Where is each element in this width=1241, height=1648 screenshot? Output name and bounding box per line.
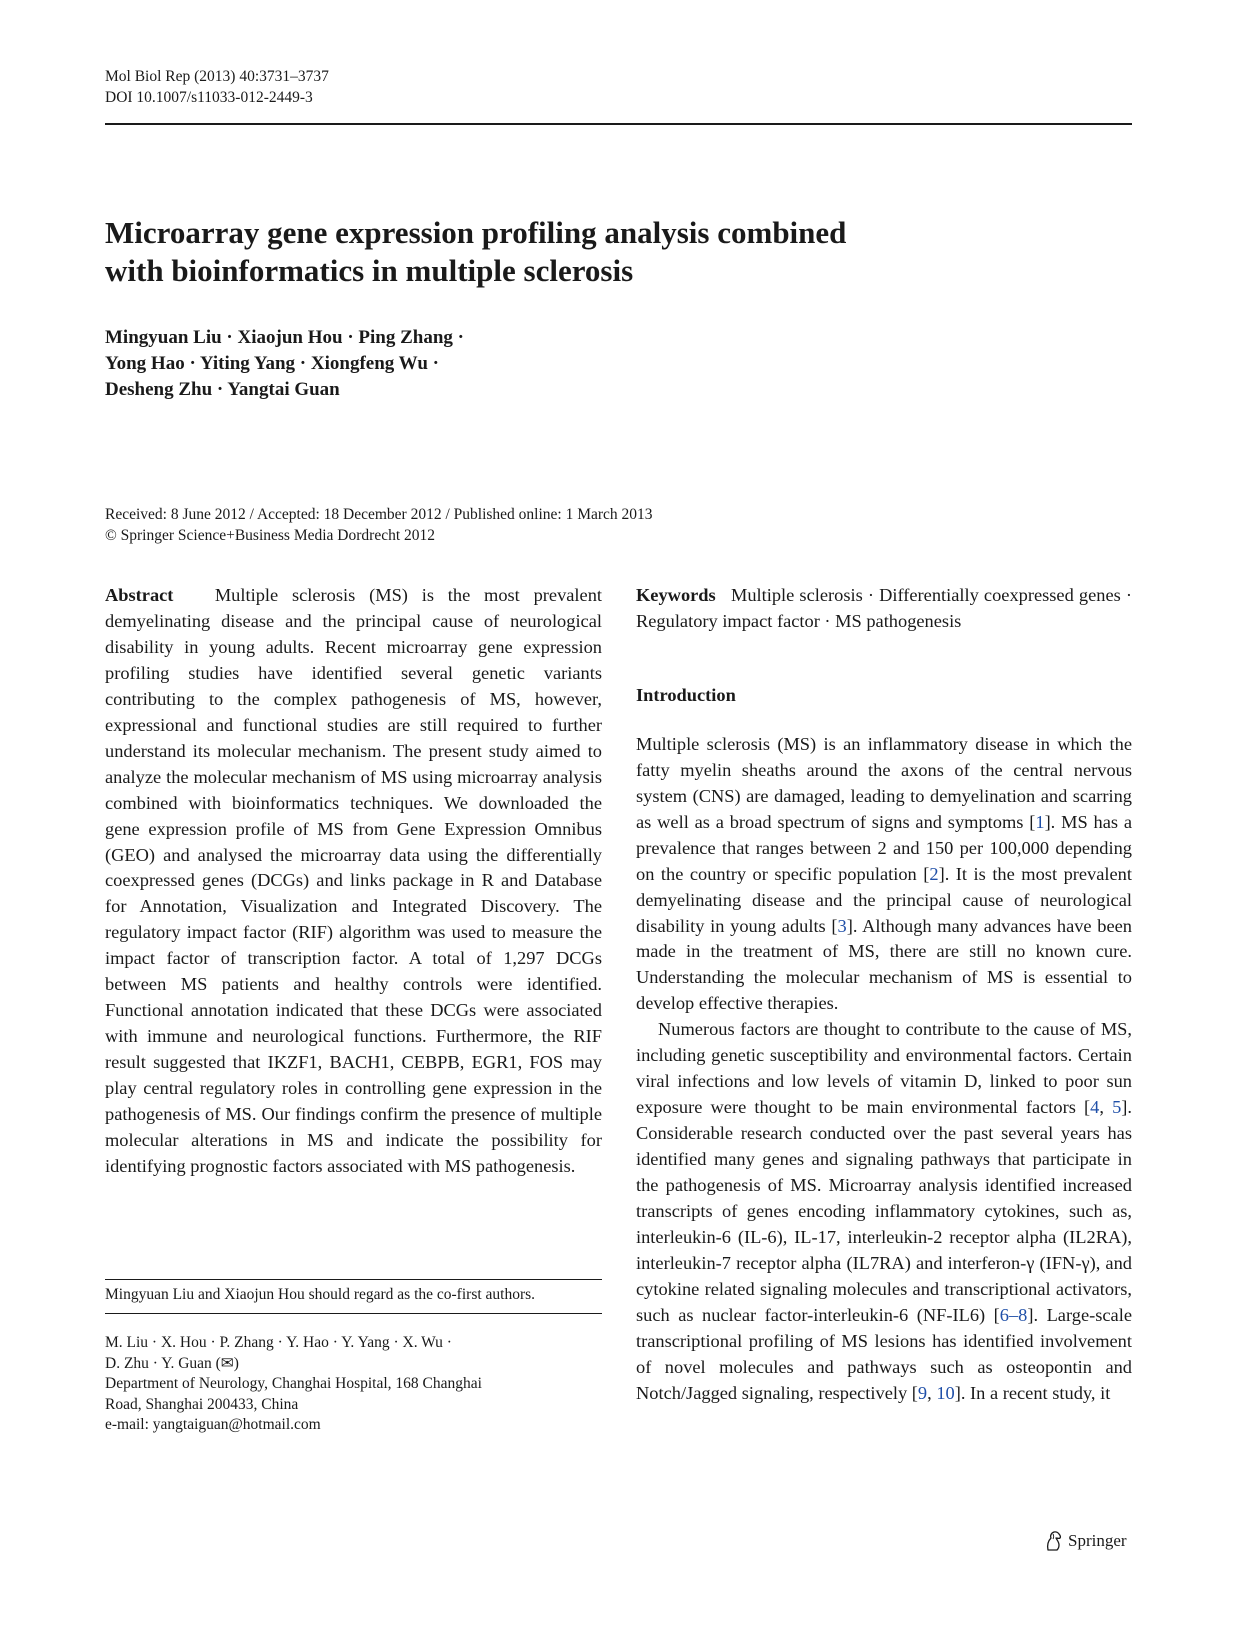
- doi: DOI 10.1007/s11033-012-2449-3: [105, 89, 313, 106]
- authors-line-1: Mingyuan Liu · Xiaojun Hou · Ping Zhang ·: [105, 327, 465, 348]
- publisher-name: Springer: [1068, 1531, 1127, 1550]
- abstract-paragraph: [105, 583, 602, 1180]
- ref-link-10[interactable]: 10: [936, 1382, 955, 1403]
- author-list: [105, 325, 464, 403]
- footnote-rule-top: [105, 1279, 602, 1280]
- keywords-paragraph: [636, 583, 1132, 635]
- affiliation-block: [105, 1333, 625, 1436]
- authors-line-2: Yong Hao · Yiting Yang · Xiongfeng Wu ·: [105, 353, 439, 374]
- keywords-text: Multiple sclerosis · Differentially coexpressed genes · Regulatory impact factor · MS pathogenesis: [636, 585, 1132, 631]
- keywords-label: Keywords: [636, 585, 716, 605]
- affil-address-1: Department of Neurology, Changhai Hospital, 168 Changhai: [105, 1375, 482, 1392]
- ref-link-1[interactable]: 1: [1035, 811, 1045, 832]
- publication-dates: [105, 504, 653, 546]
- ref-link-5[interactable]: 5: [1112, 1097, 1122, 1118]
- affil-names-2: D. Zhu · Y. Guan (✉): [105, 1354, 239, 1372]
- intro-paragraph-2: Numerous factors are thought to contribute to the cause of MS, including genetic susceptibility and environmental factors. Certain viral infections and low levels of vitamin D, linked to poor sun exposure were thought to be main environmental factors [4, 5]. Considerable research conducted over the past several years has identified many genes and signaling pathways that participate in the pathogenesis of MS. Microarray analysis identified increased transcripts of genes encoding inflammatory cytokines, such as, interleukin-6 (IL-6), IL-17, interleukin-2 receptor alpha (IL2RA), interleukin-7 receptor alpha (IL7RA) and interferon-γ (IFN-γ), and cytokine related signaling molecules and transcriptional activators, such as nuclear factor-interleukin-6 (NF-IL6) [6–8]. Large-scale transcriptional profiling of MS lesions has identified involvement of novel molecules and pathways such as osteopontin and Notch/Jagged signaling, respectively [9, 10]. In a recent study, it: [636, 1019, 1132, 1403]
- intro-paragraph-1: Multiple sclerosis (MS) is an inflammatory disease in which the fatty myelin sheaths around the axons of the central nervous system (CNS) are damaged, leading to demyelination and scarring as well as a broad spectrum of signs and symptoms [1]. MS has a prevalence that ranges between 2 and 150 per 100,000 depending on the country or specific population [2]. It is the most prevalent demyelinating disease and the principal cause of neurological disability in young adults [3]. Although many advances have been made in the treatment of MS, there are still no known cure. Understanding the molecular mechanism of MS is essential to develop effective therapies.: [636, 733, 1132, 1014]
- title-line-2: with bioinformatics in multiple sclerosis: [105, 253, 634, 288]
- abstract-label: Abstract: [105, 585, 174, 605]
- right-column: [636, 583, 1132, 1407]
- springer-horse-icon: [1044, 1530, 1064, 1552]
- dates-line: Received: 8 June 2012 / Accepted: 18 December 2012 / Published online: 1 March 2013: [105, 506, 653, 523]
- abstract-text: Multiple sclerosis (MS) is the most prevalent demyelinating disease and the principal cause of neurological disability in young adults. Recent microarray gene expression profiling studies have identified several genetic variants contributing to the complex pathogenesis of MS, however, expressional and functional studies are still required to further understand its molecular mechanism. The present study aimed to analyze the molecular mechanism of MS using microarray analysis combined with bioinformatics techniques. We downloaded the gene expression profile of MS from Gene Expression Omnibus (GEO) and analysed the microarray data using the differentially coexpressed genes (DCGs) and links package in R and Database for Annotation, Visualization and Integrated Discovery. The regulatory impact factor (RIF) algorithm was used to measure the impact factor of transcription factor. A total of 1,297 DCGs between MS patients and healthy controls were identified. Functional annotation indicated that these DCGs were associated with immune and neurological functions. Furthermore, the RIF result suggested that IKZF1, BACH1, CEBPB, EGR1, FOS may play central regulatory roles in controlling gene expression in the pathogenesis of MS. Our findings confirm the presence of multiple molecular alterations in MS and indicate the possibility for identifying prognostic factors associated with MS pathogenesis.: [105, 585, 603, 1176]
- running-header: [105, 66, 329, 108]
- authors-line-3: Desheng Zhu · Yangtai Guan: [105, 379, 340, 400]
- copyright-line: © Springer Science+Business Media Dordrecht 2012: [105, 527, 436, 544]
- publisher-logo: [1044, 1530, 1127, 1552]
- abstract-section: [105, 583, 602, 1180]
- ref-link-9[interactable]: 9: [917, 1382, 928, 1403]
- affil-address-2: Road, Shanghai 200433, China: [105, 1395, 299, 1413]
- paper-title: [105, 214, 1005, 290]
- affil-names-1: M. Liu · X. Hou · P. Zhang · Y. Hao · Y. Yang · X. Wu ·: [105, 1334, 452, 1351]
- ref-link-6-8[interactable]: 6–8: [999, 1304, 1028, 1325]
- journal-citation: Mol Biol Rep (2013) 40:3731–3737: [105, 68, 329, 85]
- ref-link-4[interactable]: 4: [1090, 1097, 1100, 1118]
- title-line-1: Microarray gene expression profiling analysis combined: [105, 215, 847, 250]
- section-heading-introduction: Introduction: [636, 684, 736, 705]
- cofirst-note: Mingyuan Liu and Xiaojun Hou should regard as the co-first authors.: [105, 1286, 536, 1303]
- header-rule: [105, 123, 1132, 125]
- ref-link-2[interactable]: 2: [929, 863, 939, 884]
- footnote-rule-bottom: [105, 1313, 602, 1314]
- ref-link-3[interactable]: 3: [837, 915, 847, 936]
- affil-email[interactable]: e-mail: yangtaiguan@hotmail.com: [105, 1416, 321, 1433]
